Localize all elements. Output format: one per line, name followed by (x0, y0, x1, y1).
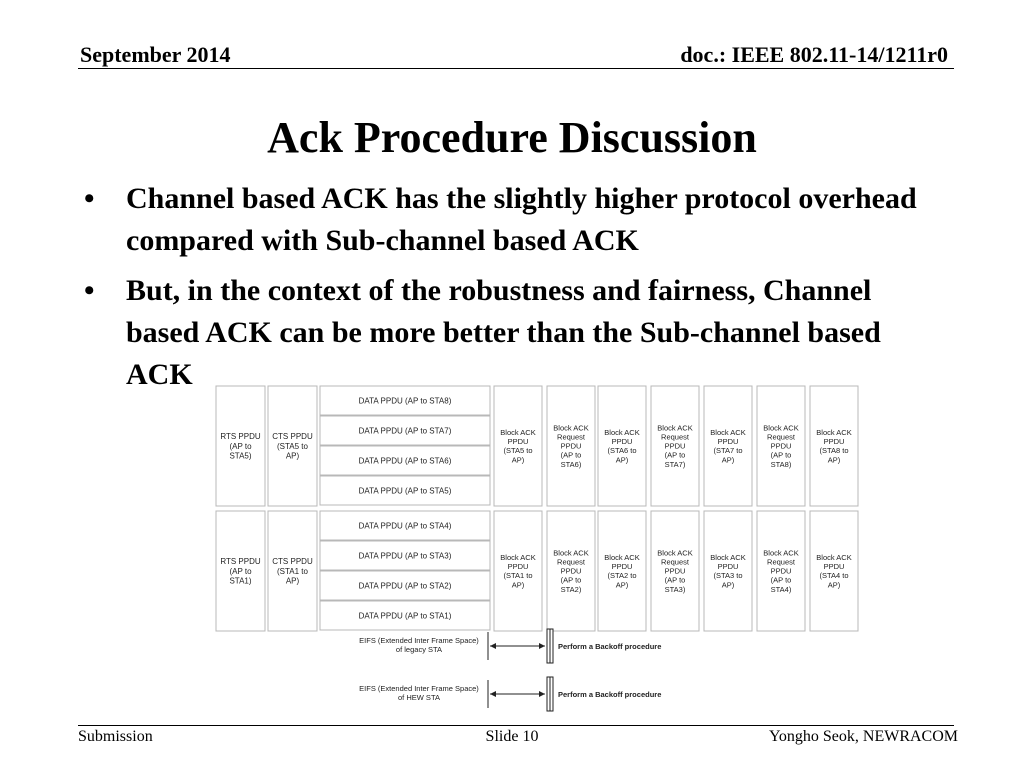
data-ppdu-label: DATA PPDU (AP to STA6) (358, 456, 452, 466)
block-ack-label: Block ACK PPDU (STA4 to AP) (816, 552, 852, 590)
cts-ppdu-label: CTS PPDU (STA1 to AP) (272, 557, 313, 586)
footer-submission: Submission (78, 728, 153, 745)
backoff-label: Perform a Backoff procedure (558, 642, 662, 651)
block-ack-label: Block ACK Request PPDU (AP to STA4) (763, 548, 799, 594)
data-ppdu-label: DATA PPDU (AP to STA3) (358, 551, 452, 561)
eifs-arrow-left-head (490, 691, 496, 697)
ack-procedure-diagram (214, 384, 864, 714)
rts-ppdu-label: RTS PPDU (AP to STA5) (220, 432, 261, 461)
block-ack-label: Block ACK PPDU (STA7 to AP) (710, 427, 746, 465)
slide-title: Ack Procedure Discussion (267, 113, 757, 162)
header-doc-number: doc.: IEEE 802.11-14/1211r0 (680, 42, 948, 67)
eifs-arrow-left-head (490, 643, 496, 649)
bullet-list (84, 178, 944, 404)
footer-author: Yongho Seok, NEWRACOM (768, 728, 958, 745)
block-ack-label: Block ACK Request PPDU (AP to STA8) (763, 423, 799, 469)
bullet-icon: • (84, 182, 95, 215)
bullet-text: Channel based ACK has the slightly higher protocol overhead compared with Sub-channel based ACK (126, 182, 917, 257)
block-ack-label: Block ACK PPDU (STA3 to AP) (710, 552, 746, 590)
eifs-label: EIFS (Extended Inter Frame Space) of HEW STA (359, 684, 479, 703)
block-ack-label: Block ACK PPDU (STA1 to AP) (500, 552, 536, 590)
data-ppdu-label: DATA PPDU (AP to STA8) (358, 396, 452, 406)
backoff-label: Perform a Backoff procedure (558, 690, 662, 699)
bullet-item (84, 270, 944, 396)
header-date: September 2014 (80, 42, 231, 67)
eifs-label: EIFS (Extended Inter Frame Space) of legacy STA (359, 636, 479, 655)
block-ack-label: Block ACK Request PPDU (AP to STA7) (657, 423, 693, 469)
eifs-arrow-right-head (539, 643, 545, 649)
rts-ppdu-label: RTS PPDU (AP to STA1) (220, 557, 261, 586)
block-ack-label: Block ACK PPDU (STA8 to AP) (816, 427, 852, 465)
data-ppdu-label: DATA PPDU (AP to STA4) (358, 521, 452, 531)
data-ppdu-label: DATA PPDU (AP to STA1) (358, 611, 452, 621)
data-ppdu-label: DATA PPDU (AP to STA2) (358, 581, 452, 591)
block-ack-label: Block ACK PPDU (STA2 to AP) (604, 552, 640, 590)
eifs-arrow-right-head (539, 691, 545, 697)
block-ack-label: Block ACK Request PPDU (AP to STA2) (553, 548, 589, 594)
bullet-text: But, in the context of the robustness and fairness, Channel based ACK can be more better than the Sub-channel based ACK (126, 274, 881, 391)
footer-divider (78, 725, 954, 726)
data-ppdu-label: DATA PPDU (AP to STA5) (358, 486, 452, 496)
block-ack-label: Block ACK Request PPDU (AP to STA3) (657, 548, 693, 594)
block-ack-label: Block ACK Request PPDU (AP to STA6) (553, 423, 589, 469)
cts-ppdu-label: CTS PPDU (STA5 to AP) (272, 432, 313, 461)
footer-slide-number: Slide 10 (485, 728, 539, 745)
block-ack-label: Block ACK PPDU (STA5 to AP) (500, 427, 536, 465)
bullet-icon: • (84, 274, 95, 307)
block-ack-label: Block ACK PPDU (STA6 to AP) (604, 427, 640, 465)
data-ppdu-label: DATA PPDU (AP to STA7) (358, 426, 452, 436)
bullet-item (84, 178, 944, 262)
header-divider (78, 68, 954, 69)
